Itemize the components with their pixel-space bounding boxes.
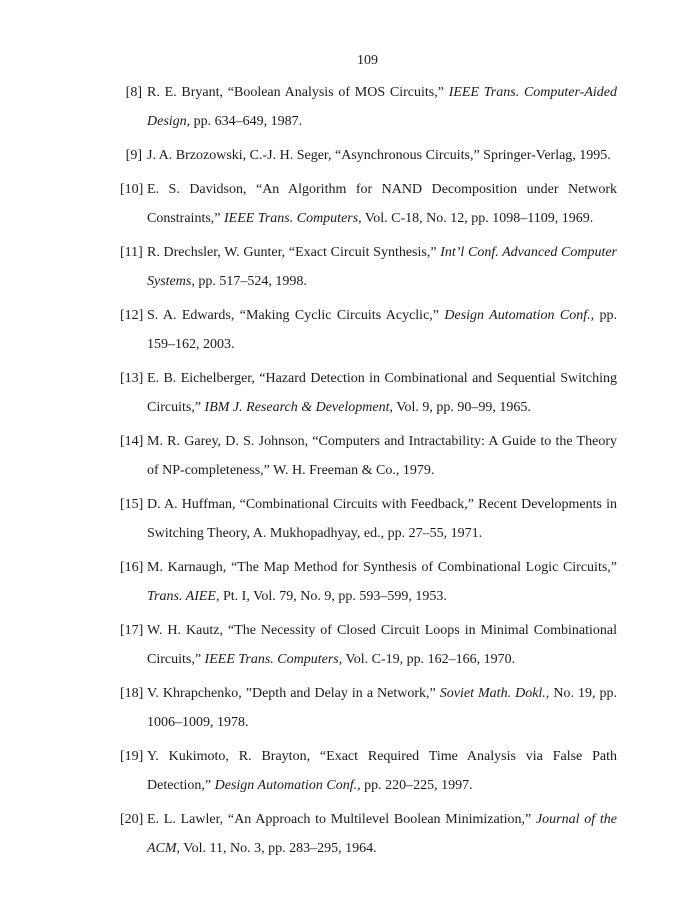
reference-item [125, 141, 617, 170]
reference-text: No. 19, pp. 1006–1009, 1978. [147, 686, 617, 730]
reference-text: M. R. Garey, D. S. Johnson, “Computers and Intractability: A Guide to the Theory of NP-completeness,” W. H. Freeman & Co., 1979. [147, 434, 617, 478]
reference-item [120, 490, 617, 548]
reference-venue: Soviet Math. Dokl., [439, 686, 550, 701]
reference-text: J. A. Brzozowski, C.-J. H. Seger, “Asynchronous Circuits,” Springer-Verlag, 1995. [147, 148, 611, 163]
reference-label: [16] [120, 560, 144, 575]
reference-text: E. B. Eichelberger, “Hazard Detection in Combinational and Sequential Switching Circuits,” [147, 371, 617, 415]
reference-label: [18] [120, 686, 144, 701]
reference-text: pp. 159–162, 2003. [147, 308, 618, 352]
reference-text: pp. 634–649, 1987. [190, 114, 303, 129]
reference-label: [13] [120, 371, 144, 386]
reference-venue: IBM J. Research & Development, [204, 400, 393, 415]
reference-item [120, 364, 617, 422]
reference-text: Vol. C-19, pp. 162–166, 1970. [342, 652, 516, 667]
reference-item [120, 679, 617, 737]
reference-venue: IEEE Trans. Computers, [224, 211, 362, 226]
reference-item [120, 616, 617, 674]
reference-venue: Design Automation Conf., [214, 778, 361, 793]
reference-label: [19] [120, 749, 144, 764]
reference-label: [15] [120, 497, 144, 512]
reference-venue: Journal of the ACM, [147, 812, 618, 856]
reference-text: Pt. I, Vol. 79, No. 9, pp. 593–599, 1953. [219, 589, 447, 604]
reference-text: Y. Kukimoto, R. Brayton, “Exact Required Time Analysis via False Path Detection,” [147, 749, 617, 793]
reference-text: D. A. Huffman, “Combinational Circuits with Feedback,” Recent Developments in Switching Theory, A. Mukhopadhyay, ed., pp. 27–55, 1971. [147, 497, 617, 541]
page-number: 109 [357, 53, 378, 68]
reference-text: Vol. 9, pp. 90–99, 1965. [392, 400, 531, 415]
reference-label: [8] [125, 85, 142, 100]
reference-venue: Design Automation Conf., [444, 308, 595, 323]
reference-item [125, 78, 617, 136]
reference-venue: Int’l Conf. Advanced Computer Systems, [147, 245, 617, 289]
reference-item [120, 301, 618, 359]
reference-text: W. H. Kautz, “The Necessity of Closed Circuit Loops in Minimal Combinational Circuits,” [147, 623, 617, 667]
reference-label: [14] [120, 434, 144, 449]
reference-text: E. S. Davidson, “An Algorithm for NAND Decomposition under Network Constraints,” [147, 182, 617, 226]
reference-venue: IEEE Trans. Computer-Aided Design, [147, 85, 617, 129]
reference-item [120, 175, 617, 233]
reference-text: R. Drechsler, W. Gunter, “Exact Circuit Synthesis,” [147, 245, 441, 260]
reference-text: V. Khrapchenko, ”Depth and Delay in a Network,” [147, 686, 440, 701]
reference-item [120, 553, 617, 611]
reference-text: pp. 220–225, 1997. [360, 778, 473, 793]
reference-text: S. A. Edwards, “Making Cyclic Circuits Acyclic,” [147, 308, 445, 323]
reference-item [120, 742, 617, 800]
reference-item [120, 805, 618, 863]
reference-venue: IEEE Trans. Computers, [204, 652, 343, 667]
references-list [120, 78, 617, 868]
reference-item [120, 238, 617, 296]
reference-text: Vol. 11, No. 3, pp. 283–295, 1964. [180, 841, 377, 856]
reference-label: [20] [120, 812, 144, 827]
reference-text: M. Karnaugh, “The Map Method for Synthesis of Combinational Logic Circuits,” [147, 560, 617, 575]
reference-text: Vol. C-18, No. 12, pp. 1098–1109, 1969. [361, 211, 594, 226]
reference-text: pp. 517–524, 1998. [194, 274, 307, 289]
reference-label: [9] [125, 148, 142, 163]
reference-label: [10] [120, 182, 144, 197]
reference-item [120, 427, 617, 485]
reference-text: R. E. Bryant, “Boolean Analysis of MOS Circuits,” [147, 85, 449, 100]
reference-venue: Trans. AIEE, [147, 589, 220, 604]
reference-text: E. L. Lawler, “An Approach to Multilevel Boolean Minimization,” [147, 812, 536, 827]
reference-label: [12] [120, 308, 144, 323]
reference-label: [11] [120, 245, 143, 260]
reference-label: [17] [120, 623, 144, 638]
